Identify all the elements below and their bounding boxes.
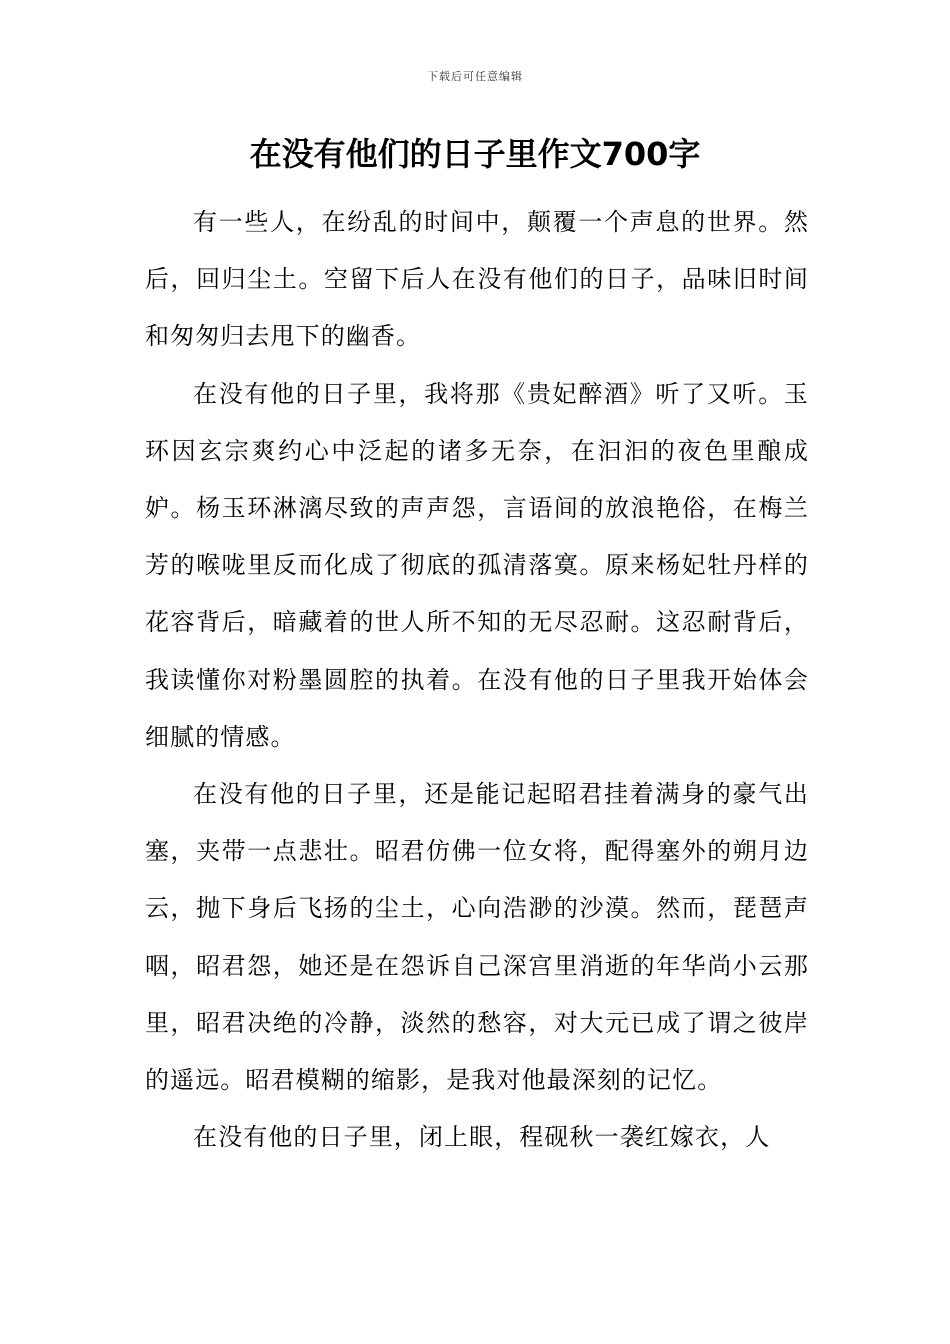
header-note: 下载后可任意编辑 (427, 70, 523, 83)
paragraph: 在没有他的日子里，闭上眼，程砚秋一袭红嫁衣，人 (193, 1123, 771, 1152)
paragraph: 有一些人，在纷乱的时间中，颠覆一个声息的世界。然后，回归尘土。空留下后人在没有他们的日子，品味旧时间和匆匆归去甩下的幽香。 (145, 208, 809, 351)
paragraph: 在没有他的日子里，还是能记起昭君挂着满身的豪气出塞，夹带一点悲壮。昭君仿佛一位女将，配得塞外的朔月边云，抛下身后飞扬的尘土，心向浩渺的沙漠。然而，琵琶声咽，昭君怨，她还是在怨诉自己深宫里消逝的年华尚小云那里，昭君决绝的冷静，淡然的愁容，对大元已成了谓之彼岸的遥远。昭君模糊的缩影，是我对他最深刻的记忆。 (145, 780, 809, 1095)
document-title: 在没有他们的日子里作文700字 (249, 135, 701, 173)
document-body (145, 194, 809, 1166)
paragraph: 在没有他的日子里，我将那《贵妃醉酒》听了又听。玉环因玄宗爽约心中泛起的诸多无奈，在汩汩的夜色里酿成妒。杨玉环淋漓尽致的声声怨，言语间的放浪艳俗，在梅兰芳的喉咙里反而化成了彻底的孤清落寞。原来杨妃牡丹样的花容背后，暗藏着的世人所不知的无尽忍耐。这忍耐背后，我读懂你对粉墨圆腔的执着。在没有他的日子里我开始体会细腻的情感。 (145, 379, 809, 751)
